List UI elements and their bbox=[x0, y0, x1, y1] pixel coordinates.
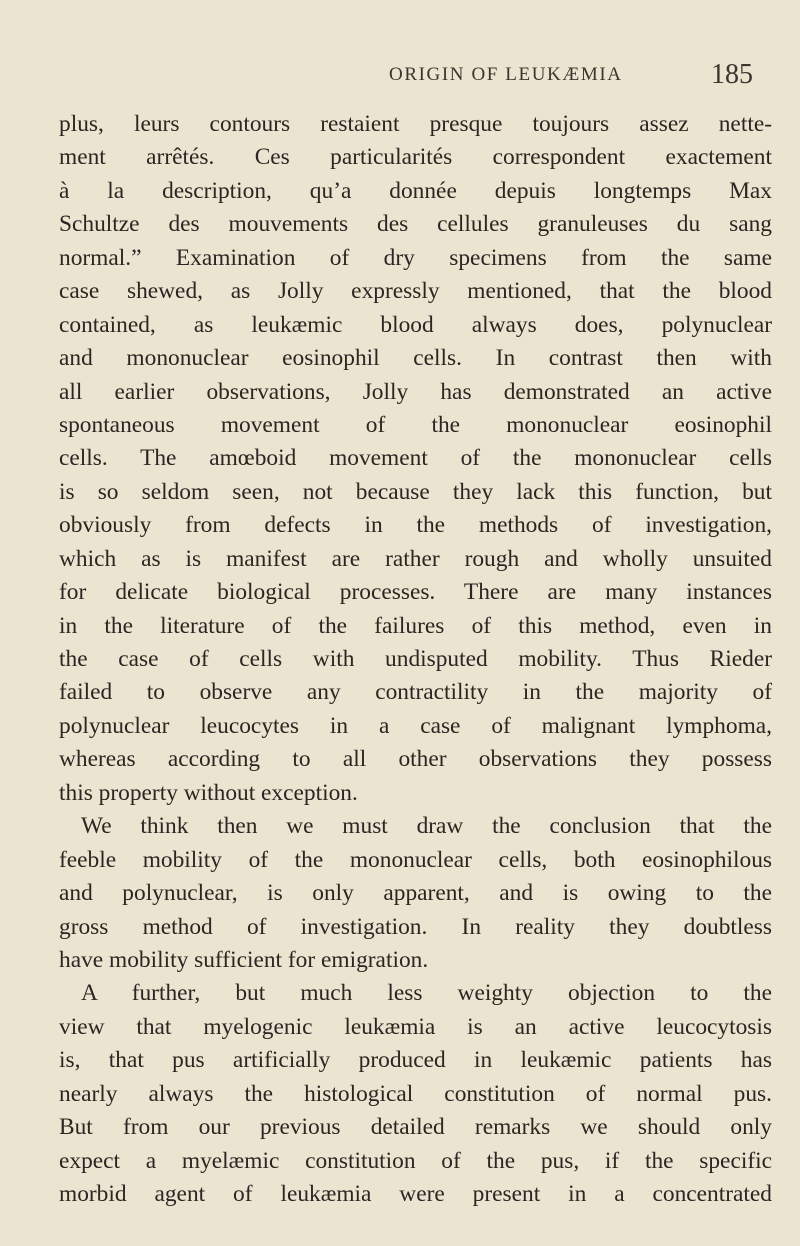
text-line: the case of cells with undisputed mobility. Thus Rieder bbox=[59, 646, 772, 672]
text-line: and polynuclear, is only apparent, and is owing to the bbox=[59, 880, 772, 907]
text-line: nearly always the histological constitution of normal pus. bbox=[59, 1080, 772, 1107]
text-line: have mobility sufficient for emigration. bbox=[59, 946, 429, 973]
body-text bbox=[59, 108, 772, 1211]
text-line: for delicate biological processes. There are many instances bbox=[59, 579, 772, 606]
text-line: is, that pus artificially produced in leukæmic patients has bbox=[59, 1047, 772, 1074]
text-line: case shewed, as Jolly expressly mentioned, that the blood bbox=[59, 278, 772, 305]
page-number: 185 bbox=[711, 59, 753, 90]
text-line: But from our previous detailed remarks we should only bbox=[59, 1114, 772, 1141]
text-line: whereas according to all other observations they possess bbox=[59, 746, 772, 773]
text-line: morbid agent of leukæmia were present in a concentrated bbox=[59, 1181, 772, 1207]
text-line: obviously from defects in the methods of investigation, bbox=[59, 512, 772, 539]
text-line: feeble mobility of the mononuclear cells, both eosinophilous bbox=[59, 846, 772, 873]
text-line: cells. The amœboid movement of the mononuclear cells bbox=[59, 445, 772, 472]
text-line: plus, leurs contours restaient presque toujours assez nette- bbox=[59, 111, 772, 137]
text-line: expect a myelæmic constitution of the pus, if the specific bbox=[59, 1147, 772, 1174]
running-title: ORIGIN OF LEUKÆMIA bbox=[389, 64, 623, 85]
text-line: which as is manifest are rather rough and wholly unsuited bbox=[59, 545, 772, 572]
text-line: à la description, qu’a donnée depuis longtemps Max bbox=[59, 177, 772, 204]
text-line: view that myelogenic leukæmia is an active leucocytosis bbox=[59, 1013, 772, 1040]
running-head bbox=[0, 59, 800, 94]
text-line: We think then we must draw the conclusion that the bbox=[81, 813, 772, 840]
text-line: Schultze des mouvements des cellules granuleuses du sang bbox=[59, 211, 772, 238]
text-line: ment arrêtés. Ces particularités correspondent exactement bbox=[59, 144, 772, 171]
text-line: all earlier observations, Jolly has demonstrated an active bbox=[59, 378, 772, 405]
text-line: normal.” Examination of dry specimens from the same bbox=[59, 244, 772, 271]
text-line: is so seldom seen, not because they lack this function, but bbox=[59, 478, 772, 505]
text-line: A further, but much less weighty objection to the bbox=[81, 980, 772, 1007]
text-line: this property without exception. bbox=[59, 779, 358, 806]
text-line: gross method of investigation. In reality they doubtless bbox=[59, 913, 772, 940]
text-line: and mononuclear eosinophil cells. In contrast then with bbox=[59, 345, 772, 372]
text-line: contained, as leukæmic blood always does, polynuclear bbox=[59, 311, 772, 338]
text-line: polynuclear leucocytes in a case of malignant lymphoma, bbox=[59, 712, 772, 739]
text-line: failed to observe any contractility in the majority of bbox=[59, 679, 772, 706]
text-line: spontaneous movement of the mononuclear eosinophil bbox=[59, 411, 772, 438]
text-line: in the literature of the failures of this method, even in bbox=[59, 612, 772, 639]
